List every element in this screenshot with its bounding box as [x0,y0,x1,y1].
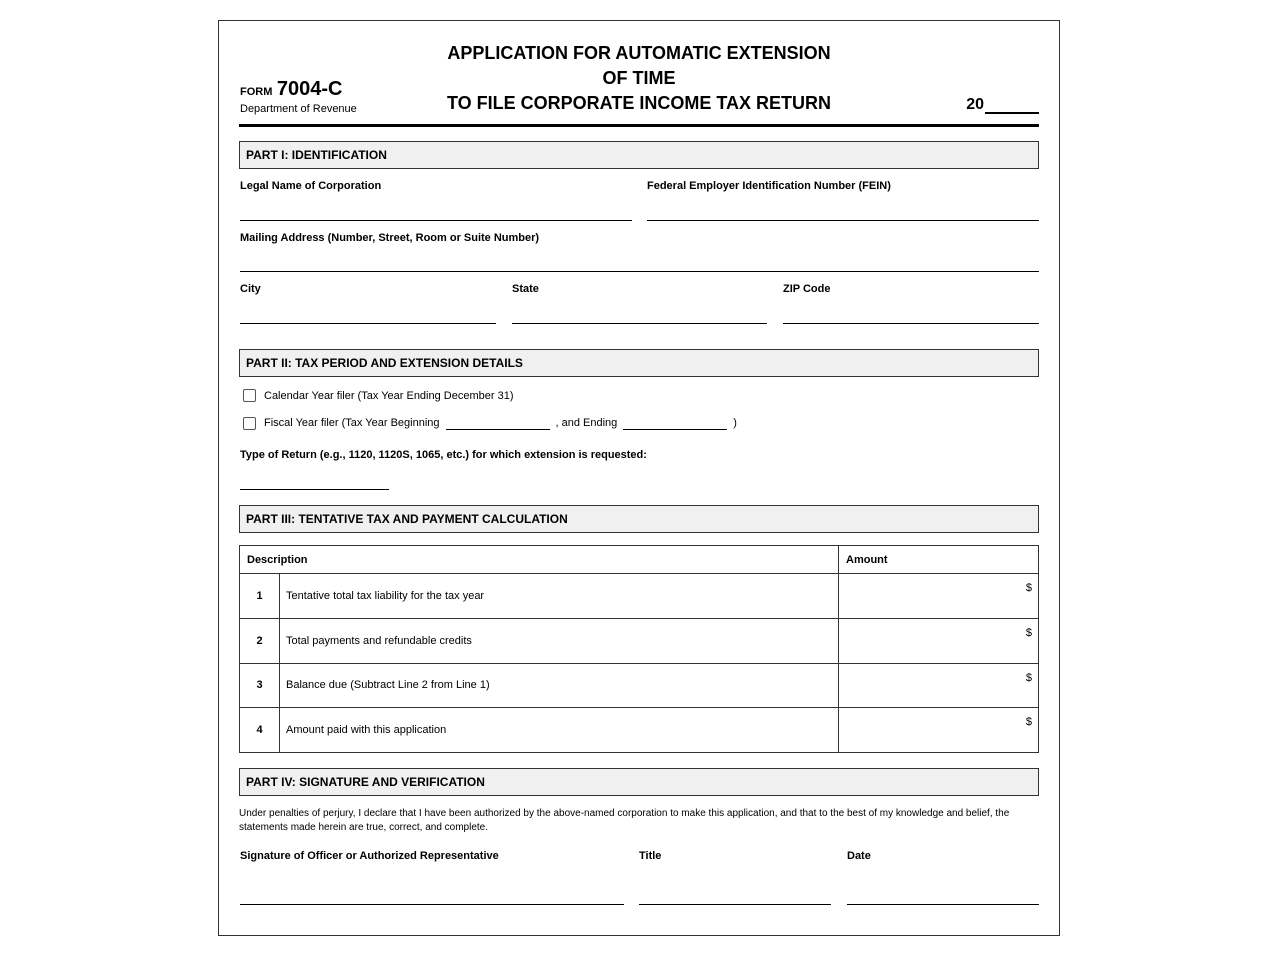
zip-input-line[interactable] [783,323,1039,324]
line-number: 3 [240,663,280,708]
city-label: City [240,283,261,295]
currency-symbol: $ [1025,582,1032,594]
line-description: Total payments and refundable credits [280,618,839,663]
return-type-label: Type of Return (e.g., 1120, 1120S, 1065, etc.) for which extension is requested: [240,449,647,461]
currency-symbol: $ [1025,626,1032,639]
fiscal-begin-input-line[interactable] [446,416,550,430]
mailing-address-input-line[interactable] [240,271,1039,272]
form-number: 7004-C [276,78,343,100]
signature-label: Signature of Officer or Authorized Representative [240,850,499,862]
officer-title-label: Title [639,850,662,862]
title-line-1: APPLICATION FOR AUTOMATIC EXTENSION [447,43,831,63]
fiscal-year-option [243,416,737,430]
legal-name-input-line[interactable] [240,220,632,221]
title-line-2: OF TIME [602,68,676,88]
table-row [240,663,1039,708]
city-input-line[interactable] [240,323,496,324]
year-blank[interactable] [985,98,1039,114]
currency-symbol: $ [1025,671,1032,684]
title-line-3: TO FILE CORPORATE INCOME TAX RETURN [446,93,831,113]
line-description: Balance due (Subtract Line 2 from Line 1) [280,663,839,708]
department-name: Department of Revenue [240,103,357,115]
part1-heading: PART I: IDENTIFICATION [239,141,1039,169]
tax-year-field[interactable] [966,96,1039,114]
form-identifier [240,78,342,101]
fiscal-close-paren: ) [733,417,737,429]
fiscal-year-label: Fiscal Year filer (Tax Year Beginning [264,417,440,429]
calendar-year-checkbox[interactable] [243,389,256,402]
date-label: Date [847,850,871,862]
line-number: 4 [240,708,280,753]
fein-input-line[interactable] [647,220,1039,221]
description-column-header: Description [240,546,839,574]
part2-heading: PART II: TAX PERIOD AND EXTENSION DETAILS [239,349,1039,377]
fein-label: Federal Employer Identification Number (FEIN) [647,180,891,192]
form-label: FORM [240,86,273,98]
state-input-line[interactable] [512,323,767,324]
year-prefix: 20 [966,96,984,113]
amount-input-cell[interactable] [839,708,1039,753]
table-row [240,708,1039,753]
zip-label: ZIP Code [783,283,831,295]
amount-input-cell[interactable] [839,574,1039,619]
amount-input-cell[interactable] [839,618,1039,663]
calculation-table [239,545,1039,753]
form-title [429,41,849,116]
mailing-address-label: Mailing Address (Number, Street, Room or Suite Number) [240,232,540,244]
line-description: Tentative total tax liability for the tax year [280,574,839,619]
form-header [239,21,1039,127]
date-input-line[interactable] [847,904,1039,905]
return-type-input-line[interactable] [240,489,389,490]
table-row [240,574,1039,619]
line-number: 2 [240,618,280,663]
part4-heading: PART IV: SIGNATURE AND VERIFICATION [239,768,1039,796]
legal-name-label: Legal Name of Corporation [240,180,382,192]
perjury-statement: Under penalties of perjury, I declare that I have been authorized by the above-named corporation to make this application, and that to the best of my knowledge and belief, the statements made herein are true, correct, and complete. [239,808,1010,833]
state-label: State [512,283,539,295]
fiscal-end-label: , and Ending [555,417,618,429]
part3-heading: PART III: TENTATIVE TAX AND PAYMENT CALCULATION [239,505,1039,533]
calendar-year-option [243,389,513,402]
form-page [218,20,1060,936]
currency-symbol: $ [1025,716,1032,729]
line-description: Amount paid with this application [280,708,839,753]
officer-title-input-line[interactable] [639,904,831,905]
line-number: 1 [240,574,280,619]
fiscal-end-input-line[interactable] [623,416,727,430]
fiscal-year-checkbox[interactable] [243,417,256,430]
table-row [240,618,1039,663]
amount-input-cell[interactable] [839,663,1039,708]
calendar-year-label: Calendar Year filer (Tax Year Ending December 31) [264,389,514,402]
signature-input-line[interactable] [240,904,624,905]
table-header-row [240,546,1039,574]
amount-column-header: Amount [839,546,1039,574]
